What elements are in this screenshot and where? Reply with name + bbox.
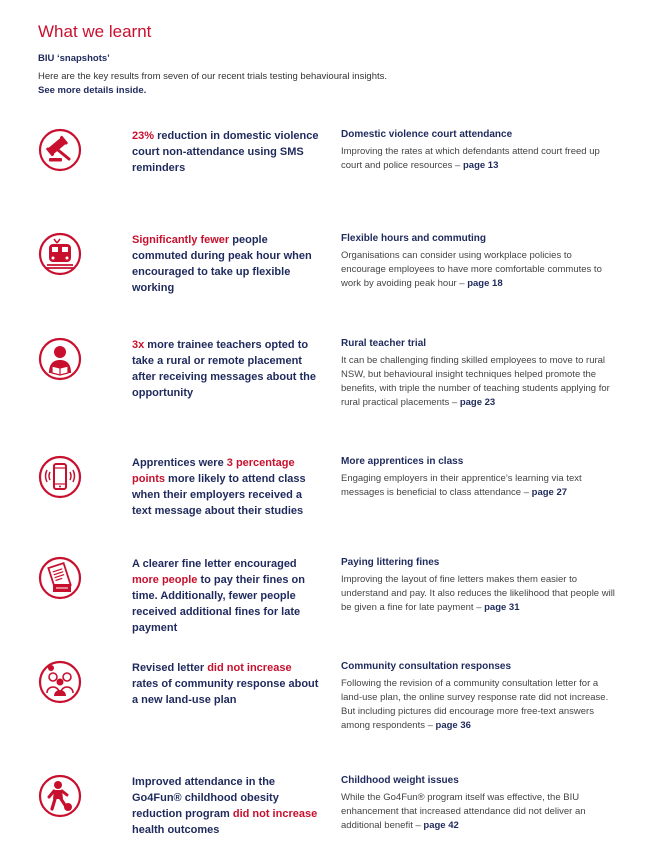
detail-body: Engaging employers in their apprentice’s learning via text messages is beneficial to class attendance – page 27 xyxy=(341,473,582,498)
page-reference: page 31 xyxy=(484,602,520,613)
detail-heading: Paying littering fines xyxy=(341,557,440,568)
gavel-icon xyxy=(38,128,82,172)
page-reference: page 13 xyxy=(462,160,499,171)
result-summary: Improved attendance in the Go4Fun® childhood obesity reduction program did not increase health outcomes xyxy=(132,776,318,836)
result-detail xyxy=(341,128,619,173)
detail-heading: Childhood weight issues xyxy=(341,775,459,786)
result-summary: A clearer fine letter encouraged more people to pay their fines on time. Additionally, fewer people received additional fines for late payment xyxy=(132,558,305,634)
detail-body: Organisations can consider using workplace policies to encourage employees to have more comfortable commutes to work by avoiding peak hour – page 18 xyxy=(341,250,602,289)
result-detail xyxy=(341,455,619,500)
detail-heading: Domestic violence court attendance xyxy=(341,129,513,140)
detail-heading: Rural teacher trial xyxy=(341,338,427,349)
detail-heading: Community consultation responses xyxy=(341,661,512,672)
detail-heading: Flexible hours and commuting xyxy=(341,233,487,244)
result-summary: 3x more trainee teachers opted to take a rural or remote placement after receiving messages about the opportunity xyxy=(132,339,317,399)
section-subtitle: BIU ‘snapshots’ xyxy=(38,53,110,64)
detail-body: While the Go4Fun® program itself was effective, the BIU enhancement that increased attendance did not deliver an additional benefit – page 42 xyxy=(341,792,586,831)
result-summary: Apprentices were 3 percentage points more likely to attend class when their employers received a text message about their studies xyxy=(132,457,306,517)
detail-heading: More apprentices in class xyxy=(341,456,464,467)
result-detail xyxy=(341,337,619,410)
child-football-icon xyxy=(38,774,82,818)
detail-body: Improving the rates at which defendants attend court freed up court and police resources – page 13 xyxy=(341,146,600,171)
page-reference: page 36 xyxy=(435,720,471,731)
intro-text xyxy=(38,70,598,98)
teacher-icon xyxy=(38,337,82,381)
detail-body: Improving the layout of fine letters makes them easier to understand and pay. It also reduces the likelihood that people will be given a fine for late payment – page 31 xyxy=(341,574,615,613)
detail-body: Following the revision of a community consultation letter for a land-use plan, the online survey response rate did not increase. But including pictures did encourage more free-text answers among respondents – page 36 xyxy=(341,678,609,731)
page-reference: page 27 xyxy=(531,487,568,498)
intro-sentence: Here are the key results from seven of our recent trials testing behavioural insights. xyxy=(38,71,388,82)
page-reference: page 23 xyxy=(459,397,496,408)
result-summary: Significantly fewer people commuted during peak hour when encouraged to take up flexible working xyxy=(132,234,312,294)
page-title: What we learnt xyxy=(38,22,152,41)
result-summary: Revised letter did not increase rates of community response about a new land-use plan xyxy=(132,662,319,706)
intro-see-more: See more details inside. xyxy=(38,85,147,96)
mobile-phone-icon xyxy=(38,455,82,499)
page-reference: page 42 xyxy=(423,820,459,831)
detail-body: It can be challenging finding skilled employees to move to rural NSW, but behavioural insight techniques helped promote the benefits, with triple the number of teaching students applying for rural practical placements – page 23 xyxy=(341,355,610,408)
page-reference: page 18 xyxy=(467,278,503,289)
result-detail xyxy=(341,556,619,615)
result-detail xyxy=(341,232,619,291)
result-detail xyxy=(341,774,619,833)
community-icon xyxy=(38,660,82,704)
result-summary: 23% reduction in domestic violence court non-attendance using SMS reminders xyxy=(132,130,319,174)
train-icon xyxy=(38,232,82,276)
result-detail xyxy=(341,660,619,733)
fine-letter-icon xyxy=(38,556,82,600)
